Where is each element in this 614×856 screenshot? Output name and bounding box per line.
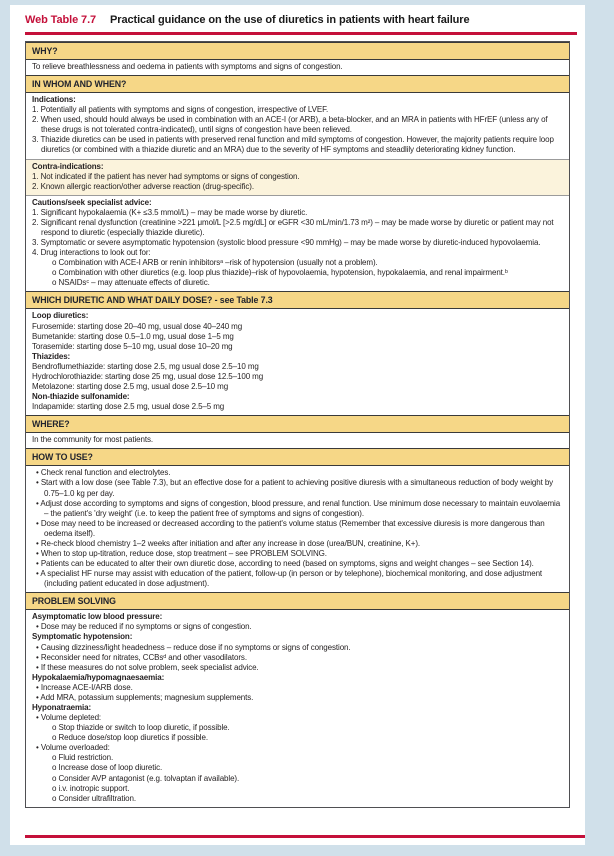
- text-line: Cautions/seek specialist advice:: [32, 197, 152, 207]
- text-line: Bendroflumethiazide: starting dose 2.5, mg usual dose 2.5–10 mg: [32, 361, 259, 371]
- section-header: WHICH DIURETIC AND WHAT DAILY DOSE? - see Table 7.3: [26, 291, 569, 309]
- text-line: In the community for most patients.: [32, 435, 153, 445]
- section-header: PROBLEM SOLVING: [26, 592, 569, 610]
- text-line: • Start with a low dose (see Table 7.3), but an effective dose for a patient to achieving positive diuresis with a simultaneous reduction of body weight by 0.75–1.0 kg per day.: [36, 478, 554, 498]
- text-line: Thiazides:: [32, 351, 71, 361]
- text-line: 1. Significant hypokalaemia (K+ ≤3.5 mmol/L) – may be made worse by diuretic.: [32, 207, 308, 217]
- section-block: [26, 60, 569, 75]
- text-line: • Dose may be reduced if no symptoms or signs of congestion.: [36, 622, 252, 632]
- text-line: • If these measures do not solve problem, seek specialist advice.: [36, 662, 259, 672]
- text-line: • Causing dizziness/light headedness – reduce dose if no symptoms or signs of congestion.: [36, 642, 351, 652]
- section-block: [26, 466, 569, 592]
- text-line: Metolazone: starting dose 2.5 mg, usual dose 2.5–10 mg: [32, 382, 229, 392]
- text-line: o Combination with other diuretics (e.g. loop plus thiazide)–risk of hypovolaemia, hypotension, hypokalaemia, and renal impairment.ᵇ: [52, 268, 508, 278]
- text-line: 2. Significant renal dysfunction (creatinine >221 μmol/L [>2.5 mg/dL] or eGFR <30 mL/min/1.73 m²) – may be made worse by diuretic or patient may not respond to diuretic (especially thiazide diuretic).: [32, 217, 554, 238]
- text-line: Indapamide: starting dose 2.5 mg, usual dose 2.5–5 mg: [32, 402, 225, 412]
- text-line: 4. Drug interactions to look out for:: [32, 248, 151, 258]
- section-block: [26, 433, 569, 448]
- text-line: o i.v. inotropic support.: [52, 783, 130, 793]
- text-line: Non-thiazide sulfonamide:: [32, 392, 130, 402]
- text-line: o Consider ultrafiltration.: [52, 793, 137, 803]
- text-line: o Combination with ACE-I ARB or renin inhibitorsᵃ –risk of hypotension (usually not a problem).: [52, 258, 378, 268]
- text-line: o NSAIDsᶜ – may attenuate effects of diuretic.: [52, 278, 210, 288]
- text-line: 1. Potentially all patients with symptoms and signs of congestion, irrespective of LVEF.: [32, 105, 329, 115]
- text-line: • Add MRA, potassium supplements; magnesium supplements.: [36, 692, 254, 702]
- document-page: [10, 5, 585, 845]
- section-block: [26, 309, 569, 415]
- text-line: • Re-check blood chemistry 1–2 weeks after initiation and after any increase in dose (urea/BUN, creatinine, K+).: [36, 538, 421, 548]
- text-line: 3. Symptomatic or severe asymptomatic hypotension (systolic blood pressure <90 mmHg) – may be made worse by diuretic-induced hypovolaemia.: [32, 238, 541, 248]
- top-red-rule: [25, 32, 577, 35]
- text-line: Hyponatraemia:: [32, 702, 92, 712]
- text-line: • Increase ACE-I/ARB dose.: [36, 682, 133, 692]
- text-line: To relieve breathlessness and oedema in patients with symptoms and signs of congestion.: [32, 62, 343, 71]
- section-block: [26, 610, 569, 806]
- section-header: WHY?: [26, 42, 569, 60]
- guidance-table: [25, 41, 570, 808]
- text-line: • Volume overloaded:: [36, 743, 110, 753]
- text-line: o Increase dose of loop diuretic.: [52, 763, 163, 773]
- text-line: • Patients can be educated to alter their own diuretic dose, according to need (based on symptoms, signs and weight changes – see Section 14).: [36, 559, 534, 569]
- text-line: 1. Not indicated if the patient has never had symptoms or signs of congestion.: [32, 171, 300, 181]
- text-line: • When to stop up-titration, reduce dose, stop treatment – see PROBLEM SOLVING.: [36, 548, 327, 558]
- text-line: • Adjust dose according to symptoms and signs of congestion, blood pressure, and renal function. Use minimum dose necessary to maintain euvolaemia – the patient's 'dry weight' (i.e. to keep the patient free of symptoms and signs of congestion).: [36, 498, 561, 518]
- text-line: o Reduce dose/stop loop diuretics if possible.: [52, 733, 208, 743]
- table-title-text: Practical guidance on the use of diuretics in patients with heart failure: [110, 14, 470, 26]
- text-line: o Stop thiazide or switch to loop diuretic, if possible.: [52, 723, 230, 733]
- text-line: Asymptomatic low blood pressure:: [32, 612, 163, 622]
- text-line: • Check renal function and electrolytes.: [36, 468, 171, 478]
- text-line: Furosemide: starting dose 20–40 mg, usual dose 40–240 mg: [32, 321, 243, 331]
- section-header: HOW TO USE?: [26, 448, 569, 466]
- text-line: Contra-indications:: [32, 161, 104, 171]
- text-line: 3. Thiazide diuretics can be used in patients with preserved renal function and mild symptoms of congestion. However, the majority patients require loop diuretics (or combined with a thiazide diuretic and an MRA) due to the severity of HF symptoms and steadlily deteriorating kidney function.: [32, 135, 554, 155]
- text-line: Hypokalaemia/hypomagnaesaemia:: [32, 672, 165, 682]
- text-line: • Dose may need to be increased or decreased according to the patient's volume status (Remember that excessive diuresis is more dangerous than oedema itself).: [36, 518, 545, 538]
- bottom-red-rule: [25, 835, 585, 838]
- text-line: Torasemide: starting dose 5–10 mg, usual dose 10–20 mg: [32, 341, 233, 351]
- section-block: [26, 195, 569, 292]
- text-line: o Consider AVP antagonist (e.g. tolvaptan if available).: [52, 773, 240, 783]
- section-header: WHERE?: [26, 415, 569, 433]
- table-sections: [26, 42, 569, 807]
- text-line: Bumetanide: starting dose 0.5–1.0 mg, usual dose 1–5 mg: [32, 331, 234, 341]
- text-line: o Fluid restriction.: [52, 753, 114, 763]
- section-header: IN WHOM AND WHEN?: [26, 75, 569, 93]
- text-line: • A specialist HF nurse may assist with education of the patient, follow-up (in person or by telephone), biochemical monitoring, and dose adjustment (including patient educated in dose adjustment).: [36, 569, 543, 589]
- table-number-label: Web Table 7.7: [25, 14, 97, 26]
- text-line: Indications:: [32, 95, 76, 105]
- table-title: [10, 5, 585, 32]
- text-line: Symptomatic hypotension:: [32, 632, 133, 642]
- text-line: 2. Known allergic reaction/other adverse reaction (drug-specific).: [32, 181, 254, 191]
- section-block: [26, 159, 569, 195]
- text-line: • Volume depleted:: [36, 713, 102, 723]
- text-line: 2. When used, should hould always be used in combination with an ACE-I (or ARB), a beta-blocker, and an MRA in patients with HFrEF (unless any of these drugs is not tolerated contra-indicated), until signs of congestion have been relieved.: [32, 115, 548, 135]
- section-block: [26, 93, 569, 158]
- text-line: • Reconsider need for nitrates, CCBsᵈ and other vasodilators.: [36, 652, 247, 662]
- text-line: Hydrochlorothiazide: starting dose 25 mg, usual dose 12.5–100 mg: [32, 371, 264, 381]
- text-line: Loop diuretics:: [32, 311, 89, 321]
